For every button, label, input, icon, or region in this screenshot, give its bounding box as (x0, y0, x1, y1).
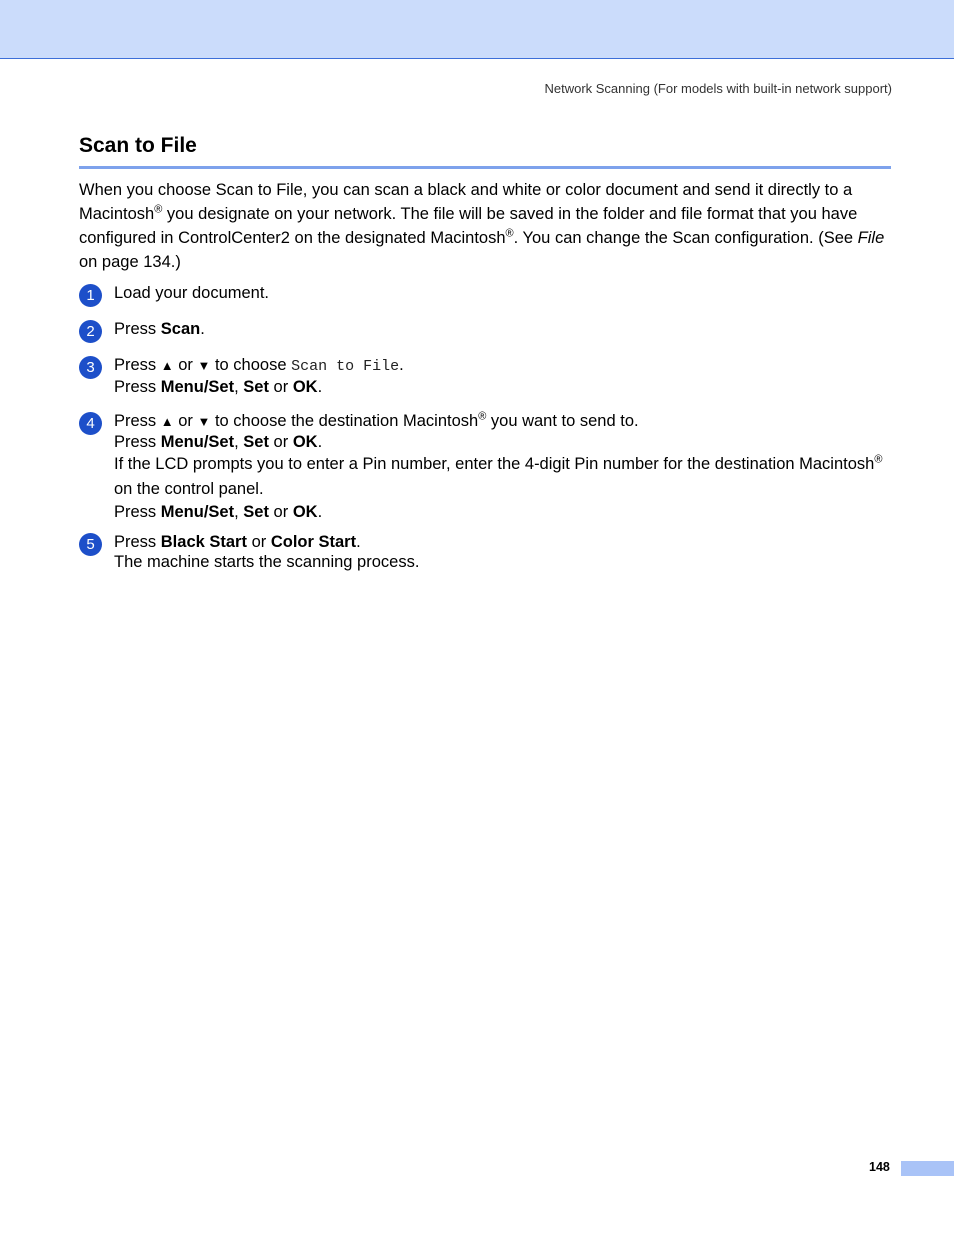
step-5-result: The machine starts the scanning process. (114, 553, 420, 571)
step-4-line-4: Press Menu/Set, Set or OK. (114, 503, 323, 521)
section-title: Scan to File (79, 134, 197, 157)
scan-key-label: Scan (160, 320, 201, 338)
page-number-tab (901, 1161, 954, 1176)
step-number-badge: 3 (79, 356, 102, 379)
step-1-text: Load your document. (114, 284, 270, 302)
title-underline (79, 166, 891, 169)
step-3-line-1: Press ▲ or ▼ to choose Scan to File. (114, 356, 404, 375)
page-number: 148 (869, 1160, 890, 1174)
step-4-pin-note: If the LCD prompts you to enter a Pin number, enter the 4-digit Pin number for the destination Macintosh® on the control panel. (114, 453, 883, 498)
down-arrow-icon: ▼ (197, 358, 211, 373)
step-2-text: Press Scan. (114, 320, 205, 338)
up-arrow-icon: ▲ (160, 358, 174, 373)
running-header: Network Scanning (For models with built-in network support) (544, 81, 892, 96)
step-4 (79, 411, 894, 522)
step-5-line-1: Press Black Start or Color Start. (114, 533, 361, 551)
file-link[interactable]: File (857, 229, 885, 247)
step-1 (79, 283, 894, 303)
up-arrow-icon: ▲ (160, 414, 174, 429)
lcd-option-text: Scan to File (291, 358, 400, 375)
top-header-band (0, 0, 954, 59)
step-2 (79, 319, 894, 339)
step-number-badge: 1 (79, 284, 102, 307)
step-number-badge: 2 (79, 320, 102, 343)
step-5 (79, 532, 894, 572)
down-arrow-icon: ▼ (197, 414, 211, 429)
step-4-line-1: Press ▲ or ▼ to choose the destination Macintosh® you want to send to. (114, 410, 639, 430)
step-3 (79, 355, 894, 397)
step-number-badge: 4 (79, 412, 102, 435)
step-3-line-2: Press Menu/Set, Set or OK. (114, 378, 323, 396)
intro-paragraph: When you choose Scan to File, you can scan a black and white or color document and send it directly to a Macintosh® you designate on your network. The file will be saved in the folder and file format that you have configured in ControlCenter2 on the designated Macintosh®. You can change the Scan configuration. (See File on page 134.) (79, 181, 885, 271)
step-4-line-2: Press Menu/Set, Set or OK. (114, 433, 323, 451)
step-number-badge: 5 (79, 533, 102, 556)
